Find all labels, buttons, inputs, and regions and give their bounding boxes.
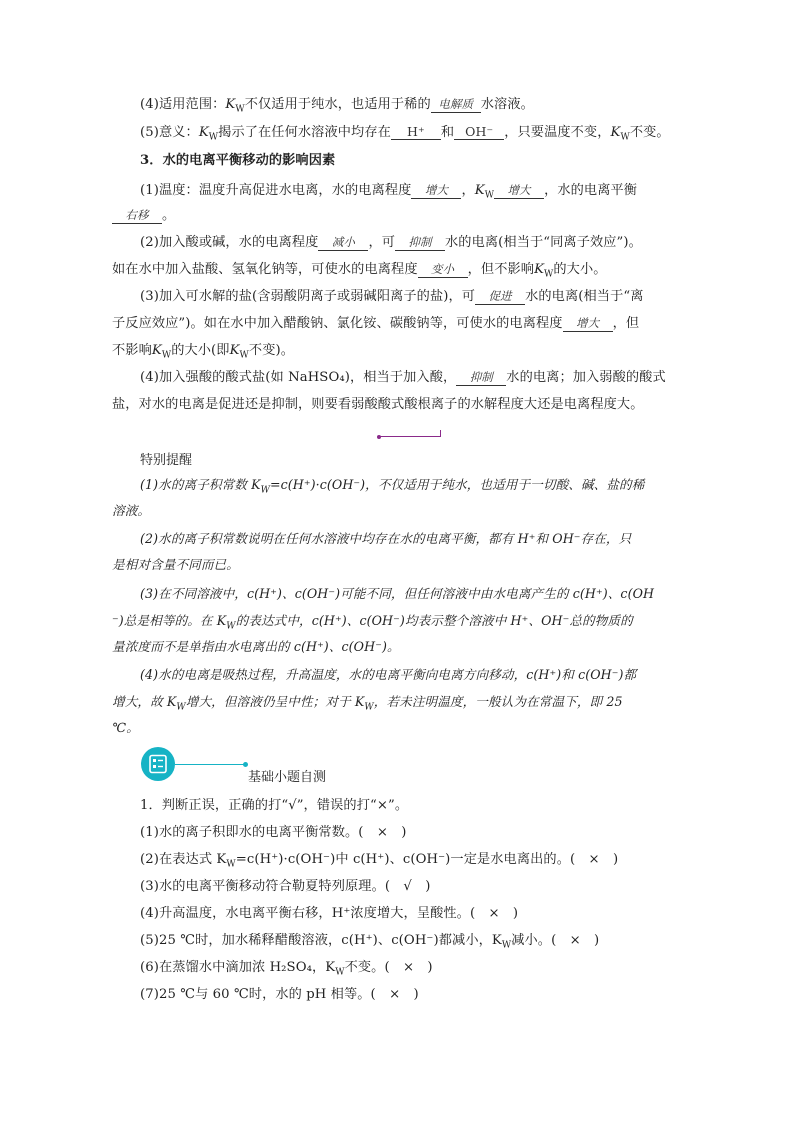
answer-blank: H⁺ <box>391 124 441 140</box>
answer-blank: 增大 <box>494 183 544 199</box>
quiz-item: (2)在表达式 $K_W=c(H^+)\cdot c(OH^-)$中 c(H⁺)、c(OH⁻)一定是水电离出的。( × ) <box>140 852 619 870</box>
remark-line: ⁻)总是相等的。在 $K_W$的表达式中，c(H⁺)、c(OH⁻)均表示整个溶液中 H⁺、OH⁻总的物质的 <box>112 613 633 632</box>
answer-blank: 电解质 <box>431 97 481 113</box>
text-line: 如在水中加入盐酸、氢氧化钠等，可使水的电离程度 变小 ，但不影响$K_W$的大小。 <box>112 262 607 280</box>
text-line: 右移 。 <box>112 207 682 225</box>
remark-line: 溶液。 <box>112 503 151 518</box>
remark-line: (2)水的离子积常数说明在任何水溶液中均存在水的电离平衡，都有 H⁺和 OH⁻存在，只 <box>140 531 632 546</box>
quiz-section-title: 基础小题自测 <box>248 770 327 785</box>
answer-blank: 右移 <box>112 208 162 224</box>
quiz-item: (5)25 ℃时，加水稀释醋酸溶液，c(H⁺)、c(OH⁻)都减小，$K_W$减小。( × ) <box>140 933 600 951</box>
remark-line: 增大，故 $K_W$增大，但溶液仍呈中性；对于 $K_W$，若未注明温度，一般认为在常温下，即 25 <box>112 694 623 713</box>
text-line: 子反应效应”)。如在水中加入醋酸钠、氯化铵、碳酸钠等，可使水的电离程度 增大 ，但 <box>112 316 640 331</box>
quiz-intro: 1．判断正误，正确的打“√”，错误的打“×”。 <box>140 798 409 813</box>
answer-blank: 抑制 <box>395 235 445 251</box>
checklist-icon <box>141 747 175 781</box>
remark-line: (4)水的电离是吸热过程，升高温度，水的电离平衡向电离方向移动，c(H⁺)和 c(OH⁻)都 <box>140 667 637 682</box>
text-line: (5)意义：$K_W$揭示了在任何水溶液中均存在 H⁺ 和 OH⁻ ，只要温度不变，$K_W$不变。 <box>140 124 670 143</box>
text-line: (3)加入可水解的盐(含弱酸阴离子或弱碱阳离子的盐)，可 促进 水的电离(相当于“离 <box>140 289 644 304</box>
answer-blank: 增大 <box>563 316 613 332</box>
quiz-item: (3)水的电离平衡移动符合勒夏特列原理。( √ ) <box>140 879 431 894</box>
remark-line: 是相对含量不同而已。 <box>112 557 239 572</box>
text-line: (1)温度：温度升高促进水电离，水的电离程度 增大 ，$K_W$ 增大 ，水的电离平衡 <box>140 183 638 201</box>
remark-line: (1)水的离子积常数 $K_W=c(H^+)\cdot c(OH^-)$，不仅适用于纯水，也适用于一切酸、碱、盐的稀 <box>140 477 645 496</box>
quiz-item: (1)水的离子积即水的电离平衡常数。( × ) <box>140 825 407 840</box>
text-line: (4)加入强酸的酸式盐(如 NaHSO₄)，相当于加入酸， 抑制 水的电离；加入弱酸的酸式 <box>140 370 666 385</box>
answer-blank: 变小 <box>418 262 468 278</box>
answer-blank: 抑制 <box>456 370 506 386</box>
answer-blank: 促进 <box>475 289 525 305</box>
text-line: 不影响$K_W$的大小(即$K_W$不变)。 <box>112 343 295 361</box>
text-line: (4)适用范围：$K_W$不仅适用于纯水，也适用于稀的 电解质 水溶液。 <box>140 97 534 115</box>
answer-blank: 增大 <box>411 183 461 199</box>
answer-blank: 减小 <box>318 235 368 251</box>
quiz-item: (4)升高温度，水电离平衡右移，H⁺浓度增大，呈酸性。( × ) <box>140 906 519 921</box>
text-line: 盐，对水的电离是促进还是抑制，则要看弱酸酸式酸根离子的水解程度大还是电离程度大。 <box>112 397 644 412</box>
remark-line: (3)在不同溶液中，c(H⁺)、c(OH⁻)可能不同，但任何溶液中由水电离产生的 c(H⁺)、c(OH <box>140 586 655 601</box>
text-line: (2)加入酸或碱，水的电离程度 减小 ，可 抑制 水的电离(相当于“同离子效应”)。 <box>140 235 642 250</box>
separator-ornament <box>380 430 441 437</box>
quiz-item: (7)25 ℃与 60 ℃时，水的 pH 相等。( × ) <box>140 987 419 1002</box>
quiz-item: (6)在蒸馏水中滴加浓 H₂SO₄，$K_W$不变。( × ) <box>140 960 433 978</box>
header-connector-line <box>175 764 245 765</box>
section-heading: 3．水的电离平衡移动的影响因素 <box>140 153 336 168</box>
remark-line: 量浓度而不是单指由水电离出的 c(H⁺)、c(OH⁻)。 <box>112 639 400 654</box>
answer-blank: OH⁻ <box>454 124 504 140</box>
remark-title: 特别提醒 <box>140 453 193 468</box>
remark-line: ℃。 <box>112 720 139 735</box>
